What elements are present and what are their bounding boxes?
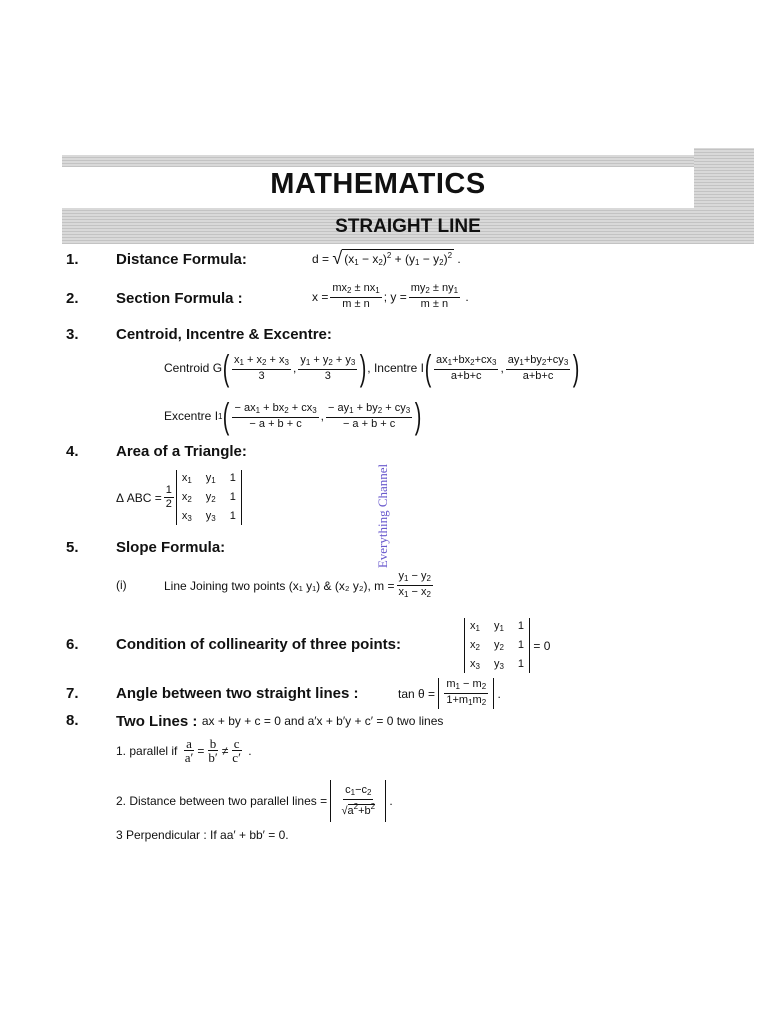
header-corner-block xyxy=(694,148,754,210)
incentre-y-fraction: $\frac{ay_1+by_2+cy_3}{a+b+c}$ xyxy=(507,353,569,382)
angle-lhs: tan θ = xyxy=(398,686,436,701)
parallel-label: 1. parallel if xyxy=(116,743,178,758)
distance-abs: $\frac{c_1-c_2}{√a^2+b^2}$ xyxy=(330,780,386,822)
incentre-x-fraction: $\frac{ax_1+bx_2+cx_3}{a+b+c}$ xyxy=(435,353,497,382)
two-lines-row xyxy=(116,712,443,730)
parallel-distance: 2. Distance between two parallel lines = $\frac{c_1-c_2}{√a^2+b^2}$ . xyxy=(116,780,393,822)
parallel-condition: 1. parallel if $\frac{a}{a'}$ = $\frac{b}{b'}$ ≠ $\frac{c}{c'}$ . xyxy=(116,736,252,765)
slope-text: Line Joining two points (x₁ y₁) & (x₂ y₂), m = xyxy=(164,578,395,593)
item-heading: Slope Formula: xyxy=(116,539,226,556)
excentre-label: Excentre xyxy=(164,409,212,423)
angle-abs: $\frac{m_1 - m_2}{1+m_1m_2}$ xyxy=(438,678,494,709)
item-heading: Angle between two straight lines : xyxy=(116,685,359,702)
section-title: STRAIGHT LINE xyxy=(335,216,481,237)
area-formula xyxy=(116,470,242,525)
item-heading: Condition of collinearity of three points: xyxy=(116,636,401,653)
section-x-lhs: x = xyxy=(312,289,329,304)
slope-formula xyxy=(164,570,435,601)
area-determinant: $x_1$ $y_1$ 1 $x_2$ $y_2$ 1 $x_3$ $y_3$ 1 xyxy=(176,470,242,525)
section-formula: x = $\frac{mx_2 \pm nx_1}{m \pm n}$ ; y = $\frac{my_2 \pm ny_1}{m \pm n}$ . xyxy=(312,282,469,310)
header-top-band xyxy=(62,155,694,167)
collinearity-formula xyxy=(464,618,550,673)
centroid-incentre-formula: Centroid G ( $\frac{x_1 + x_2 + x_3}{3}$ , $\frac{y_1 + y_2 + y_3}{3}$ ) , Incentre I ( $\frac{ax_1+bx_2+cx_3}{a+b+c}$ , $\frac{ay_1+by_2+cy_3}{a+b+c}$ ) xyxy=(164,347,580,388)
perpendicular-condition: 3 Perpendicular : If aa′ + bb′ = 0. xyxy=(116,828,289,842)
centroid-label: Centroid G xyxy=(164,361,223,375)
centroid-y-fraction: $\frac{y_1 + y_2 + y_3}{3}$ xyxy=(300,353,356,382)
watermark: Everything Channel xyxy=(375,463,390,569)
page-title: MATHEMATICS xyxy=(270,168,486,200)
incentre-label: , Incentre I xyxy=(367,361,424,375)
item-number: 4. xyxy=(66,443,79,460)
excentre-x-fraction: $\frac{- ax_1 + bx_2 + cx_3}{- a + b + c}$ xyxy=(234,401,317,430)
distance-formula: d = √ $(x_1 - x_2)^2 + (y_1 - y_2)^2$ . xyxy=(312,248,461,268)
collinearity-rhs: = 0 xyxy=(533,638,551,653)
distance-parallel-label: 2. Distance between two parallel lines = xyxy=(116,794,328,808)
centroid-x-fraction: $\frac{x_1 + x_2 + x_3}{3}$ xyxy=(234,353,289,382)
item-number: 1. xyxy=(66,251,79,268)
section-x-fraction: $\frac{mx_2 \pm nx_1}{m \pm n}$ xyxy=(332,282,380,310)
item-number: 7. xyxy=(66,685,79,702)
slope-index: (i) xyxy=(116,578,127,592)
item-number: 3. xyxy=(66,326,79,343)
section-y-fraction: $\frac{my_2 \pm ny_1}{m \pm n}$ xyxy=(410,282,459,310)
half-fraction: $\frac{1}{2}$ xyxy=(165,484,172,510)
item-number: 6. xyxy=(66,636,79,653)
item-heading: Area of a Triangle: xyxy=(116,443,247,460)
item-number: 5. xyxy=(66,539,79,556)
two-lines-equation: ax + by + c = 0 and a′x + b′y + c′ = 0 two lines xyxy=(201,714,444,728)
item-number: 8. xyxy=(66,712,79,729)
sqrt-symbol: √ xyxy=(332,248,343,268)
excentre-y-fraction: $\frac{- ay_1 + by_2 + cy_3}{- a + b + c}$ xyxy=(328,401,411,430)
item-heading: Two Lines : xyxy=(116,712,198,730)
item-heading: Distance Formula: xyxy=(116,251,247,268)
slope-fraction: $\frac{y_1 - y_2}{x_1 - x_2}$ xyxy=(398,570,431,599)
item-heading: Section Formula : xyxy=(116,290,243,307)
angle-formula: tan θ = $\frac{m_1 - m_2}{1+m_1m_2}$ . xyxy=(398,678,501,707)
distance-lhs: d = xyxy=(312,251,330,266)
item-number: 2. xyxy=(66,290,79,307)
distance-radicand: $(x_1 - x_2)^2 + (y_1 - y_2)^2$ xyxy=(344,251,453,267)
section-y-lhs: ; y = xyxy=(383,289,407,304)
item-heading: Centroid, Incentre & Excentre: xyxy=(116,326,332,343)
collinearity-determinant: $x_1$ $y_1$ 1 $x_2$ $y_2$ 1 $x_3$ $y_3$ 1 xyxy=(464,618,530,673)
area-lhs: Δ ABC = xyxy=(116,490,162,505)
excentre-formula: Excentre I 1 ( $\frac{- ax_1 + bx_2 + cx_3}{- a + b + c}$ , $\frac{- ay_1 + by_2 + cy_3}{- a + b + c}$ ) xyxy=(164,395,422,436)
